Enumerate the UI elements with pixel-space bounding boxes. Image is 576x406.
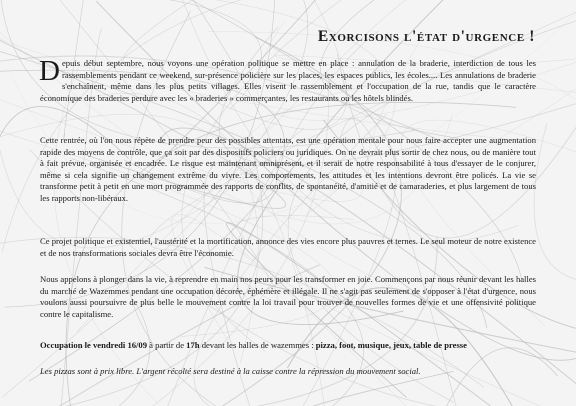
paragraph-4: Nous appelons à plonger dans la vie, à reprendre en main nos peurs pour les transformer en joie. Commençons par nous réunir devant les halles du marché de Wazemmes pendant une occupation décorée, éphémère et illégale. Il ne s'agit pas seulement de s'opposer à l'état d'urgence, nous voulons aussi poursuivre de plus belle le mouvement contre la loi travail pour trouver de nouvelles formes de vie et une offensivité politique contre le capitalisme. bbox=[40, 274, 536, 319]
page-title: Exorcisons l'état d'urgence ! bbox=[317, 28, 535, 45]
drop-cap: D bbox=[39, 55, 60, 87]
occupation-date: Occupation le vendredi 16/09 bbox=[40, 340, 148, 350]
footer-note: Les pizzas sont à prix libre. L'argent récolté sera destiné à la caisse contre la répression du mouvement social. bbox=[40, 366, 421, 376]
occupation-middle-1: à partir de bbox=[147, 340, 187, 350]
intro-text: epuis début septembre, nous voyons une opération politique se mettre en place : annulation de la braderie, interdiction de tous les rassemblements pendant ce weekend, sur-présence policière sur les places, les espaces publics, les écoles.... Les annulations de braderie s'enchaînent, même dans les plus petits villages. Elles visent le rassemblement et l'occupation de la rue, tandis que le caractère économique des braderies perdure avec les « braderies » commerçantes, les restaurants ou les hôtels blindés. bbox=[40, 58, 536, 103]
paragraph-3: Ce projet politique et existentiel, l'austérité et la mortification, annonce des vies encore plus pauvres et ternes. Le seul moteur de notre existence et de nos transformations sociales devra être l'économie. bbox=[40, 236, 536, 258]
occupation-line bbox=[40, 340, 536, 352]
intro-paragraph bbox=[39, 55, 536, 104]
paragraph-2: Cette rentrée, où l'on nous répète de prendre peur des possibles attentats, est une opération mentale pour nous faire accepter une augmentation rapide des moyens de contrôle, que ça soit par des dispositifs policiers ou juridiques. On ne devrait plus sortir de chez nous, ou de manière tout à fait prévue, organisée et encadrée. Le risque est maintenant omniprésent, et il serait de notre responsabilité à tous d'essayer de le conjurer, même si cela signifie un changement extrême du vivre. Les comportements, les attitudes et les intentions devront être policés. La vie se transforme petit à petit en une mort programmée des rapports de conflits, de spontanéité, d'amitié et de camaraderies, et plus largement de tous les rapports non-libéraux. bbox=[40, 135, 536, 203]
occupation-program: pizza, foot, musique, jeux, table de presse bbox=[315, 340, 467, 350]
occupation-time: 17h bbox=[186, 340, 200, 350]
occupation-middle-2: devant les halles de wazemmes : bbox=[199, 340, 316, 350]
